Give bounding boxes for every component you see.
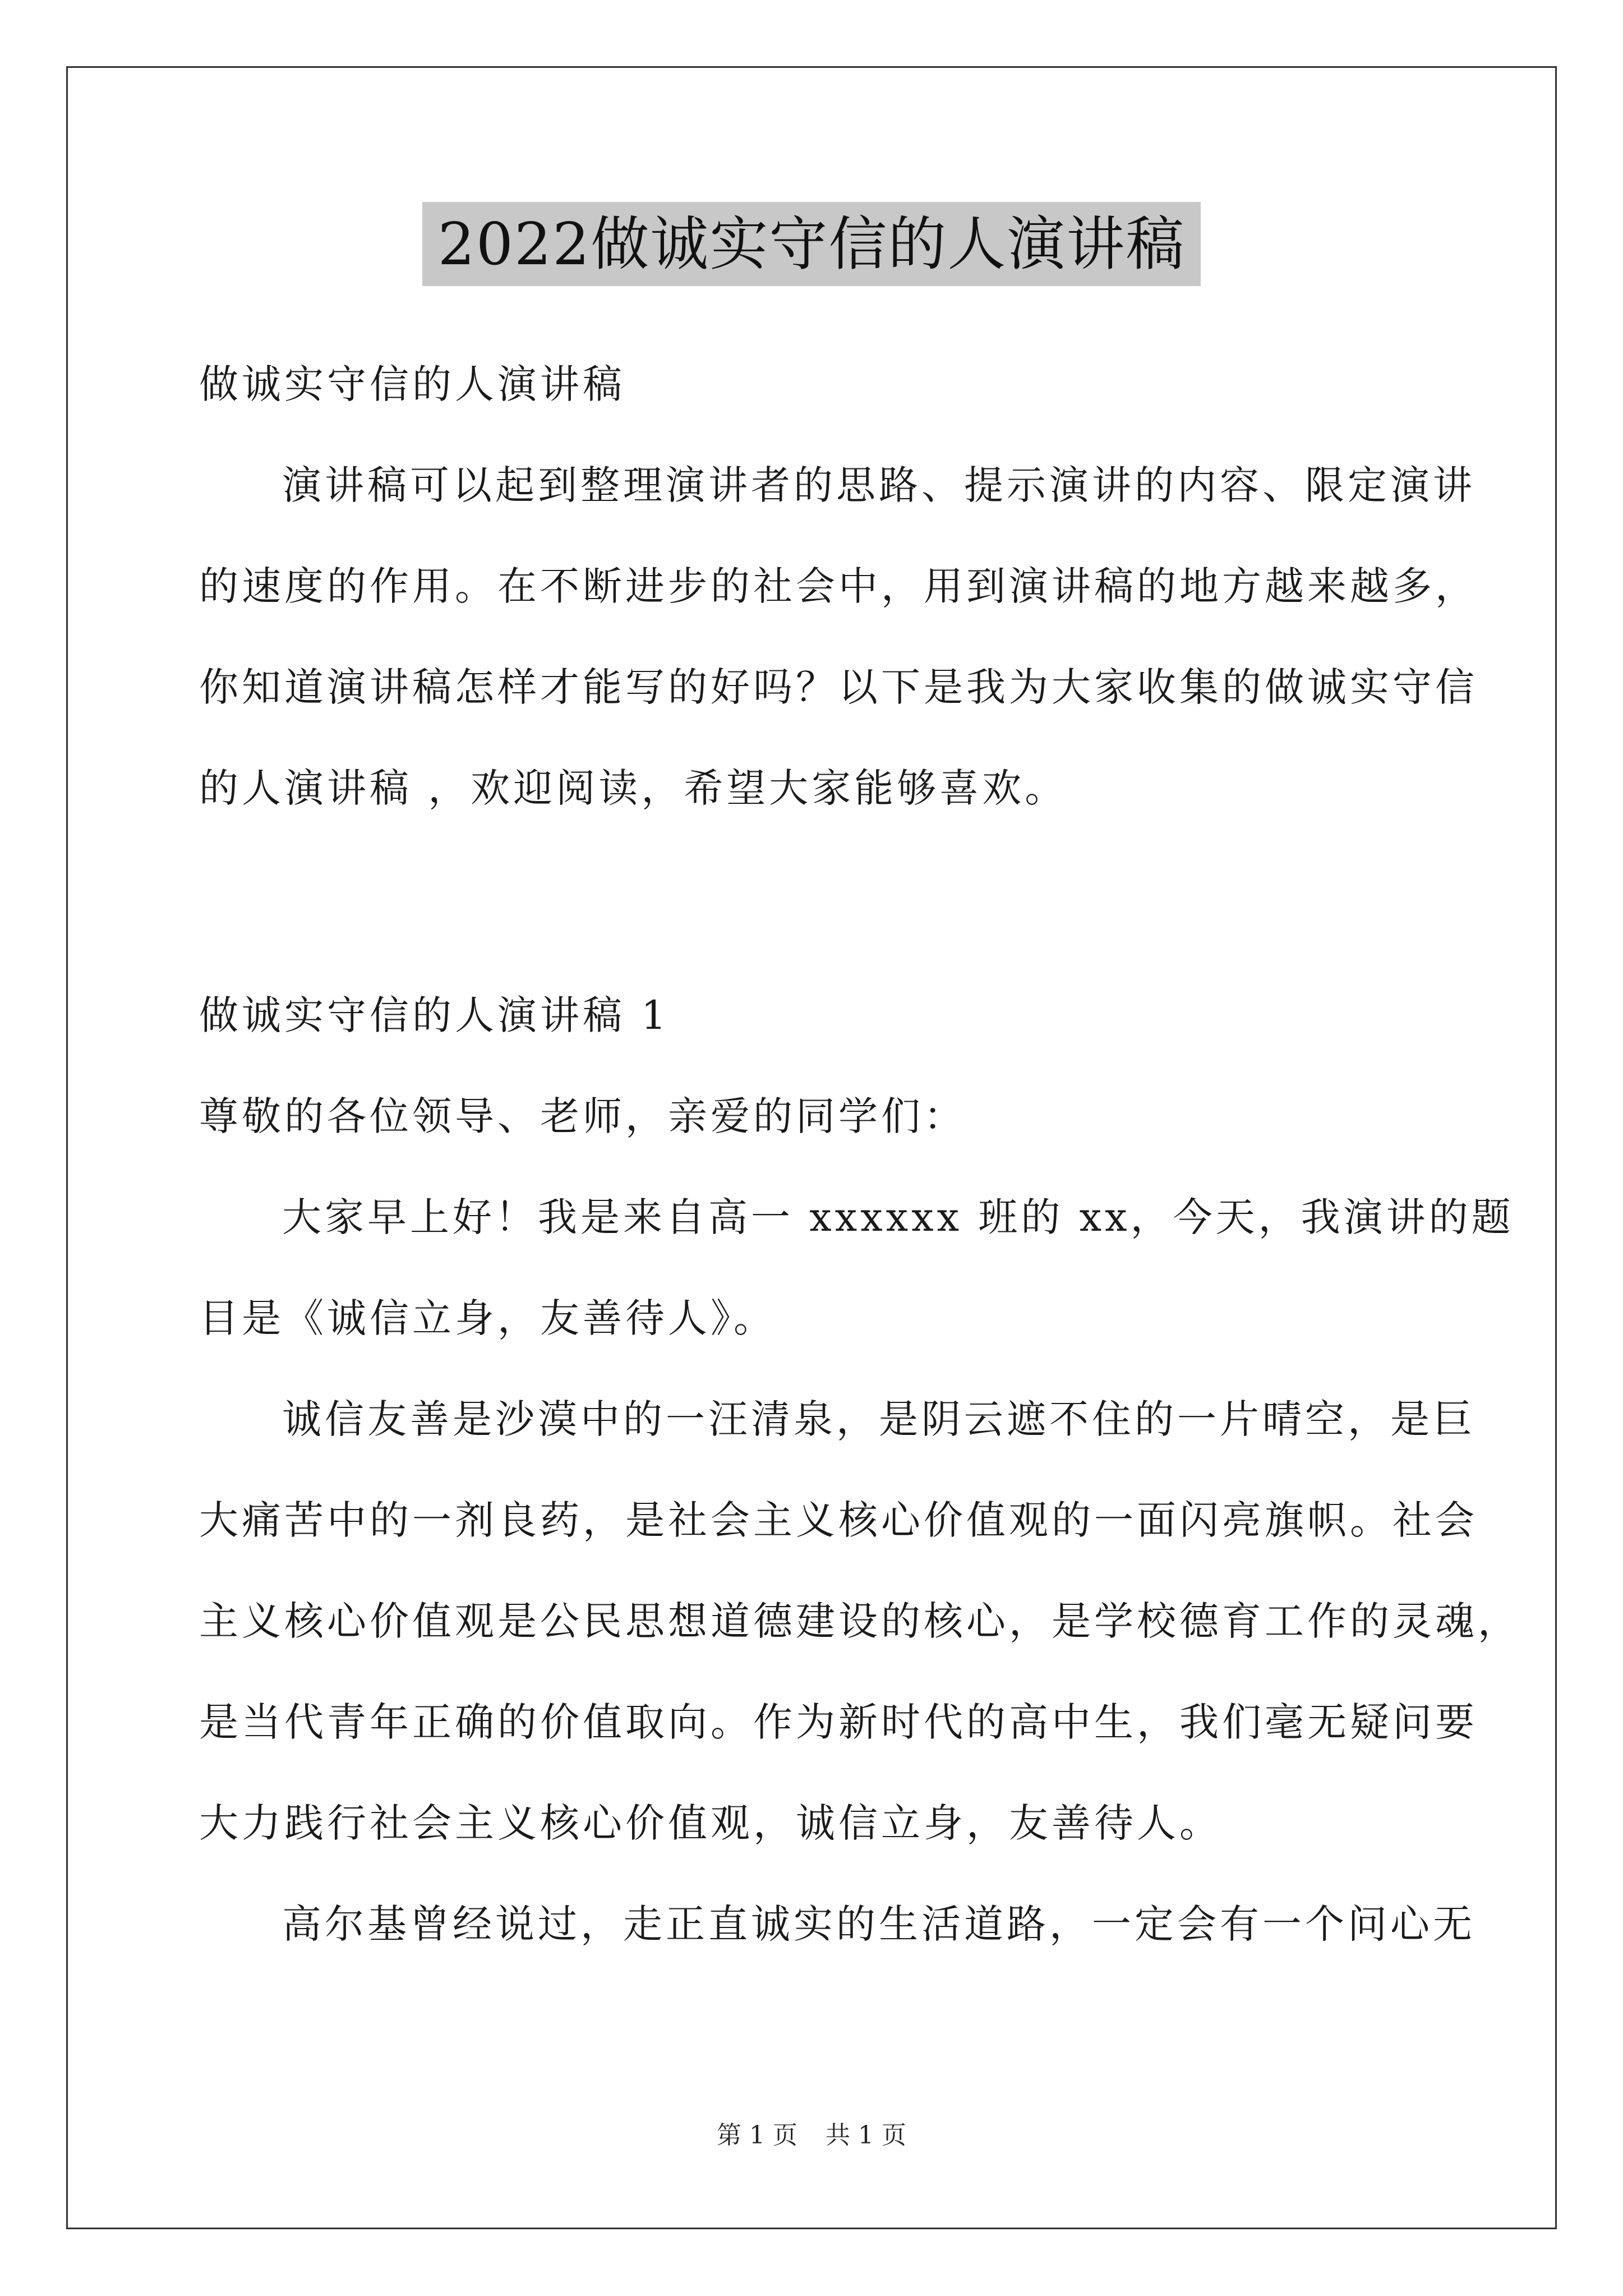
document-title: 2022做诚实守信的人演讲稿 bbox=[422, 202, 1201, 286]
text-line: 的人演讲稿 ，欢迎阅读，希望大家能够喜欢。 bbox=[199, 765, 1068, 811]
text-line: 演讲稿可以起到整理演讲者的思路、提示演讲的内容、限定演讲 bbox=[282, 462, 1476, 508]
text-line: 目是《诚信立身，友善待人》。 bbox=[199, 1295, 776, 1341]
text-line: 主义核心价值观是公民思想道德建设的核心，是学校德育工作的灵魂， bbox=[199, 1598, 1520, 1644]
title-container bbox=[0, 202, 1623, 286]
text-line: 大力践行社会主义核心价值观，诚信立身，友善待人。 bbox=[199, 1800, 1222, 1846]
text-line: 做诚实守信的人演讲稿 bbox=[199, 361, 625, 407]
page-number-total: 共 1 页 bbox=[826, 2121, 906, 2150]
text-line: 做诚实守信的人演讲稿 1 bbox=[199, 992, 670, 1038]
text-line: 的速度的作用。在不断进步的社会中，用到演讲稿的地方越来越多， bbox=[199, 563, 1478, 609]
text-line: 大家早上好！我是来自高一 xxxxxx 班的 xx，今天，我演讲的题 bbox=[282, 1194, 1514, 1240]
text-line: 是当代青年正确的价值取向。作为新时代的高中生，我们毫无疑问要 bbox=[199, 1699, 1478, 1745]
text-line: 高尔基曾经说过，走正直诚实的生活道路，一定会有一个问心无 bbox=[282, 1901, 1476, 1947]
text-line: 尊敬的各位领导、老师，亲爱的同学们： bbox=[199, 1093, 966, 1139]
page-footer bbox=[0, 2115, 1623, 2151]
text-line: 大痛苦中的一剂良药，是社会主义核心价值观的一面闪亮旗帜。社会 bbox=[199, 1497, 1478, 1543]
text-line: 你知道演讲稿怎样才能写的好吗？以下是我为大家收集的做诚实守信 bbox=[199, 664, 1478, 710]
text-line: 诚信友善是沙漠中的一汪清泉，是阴云遮不住的一片晴空，是巨 bbox=[282, 1396, 1476, 1442]
page-number-current: 第 1 页 bbox=[717, 2121, 797, 2150]
